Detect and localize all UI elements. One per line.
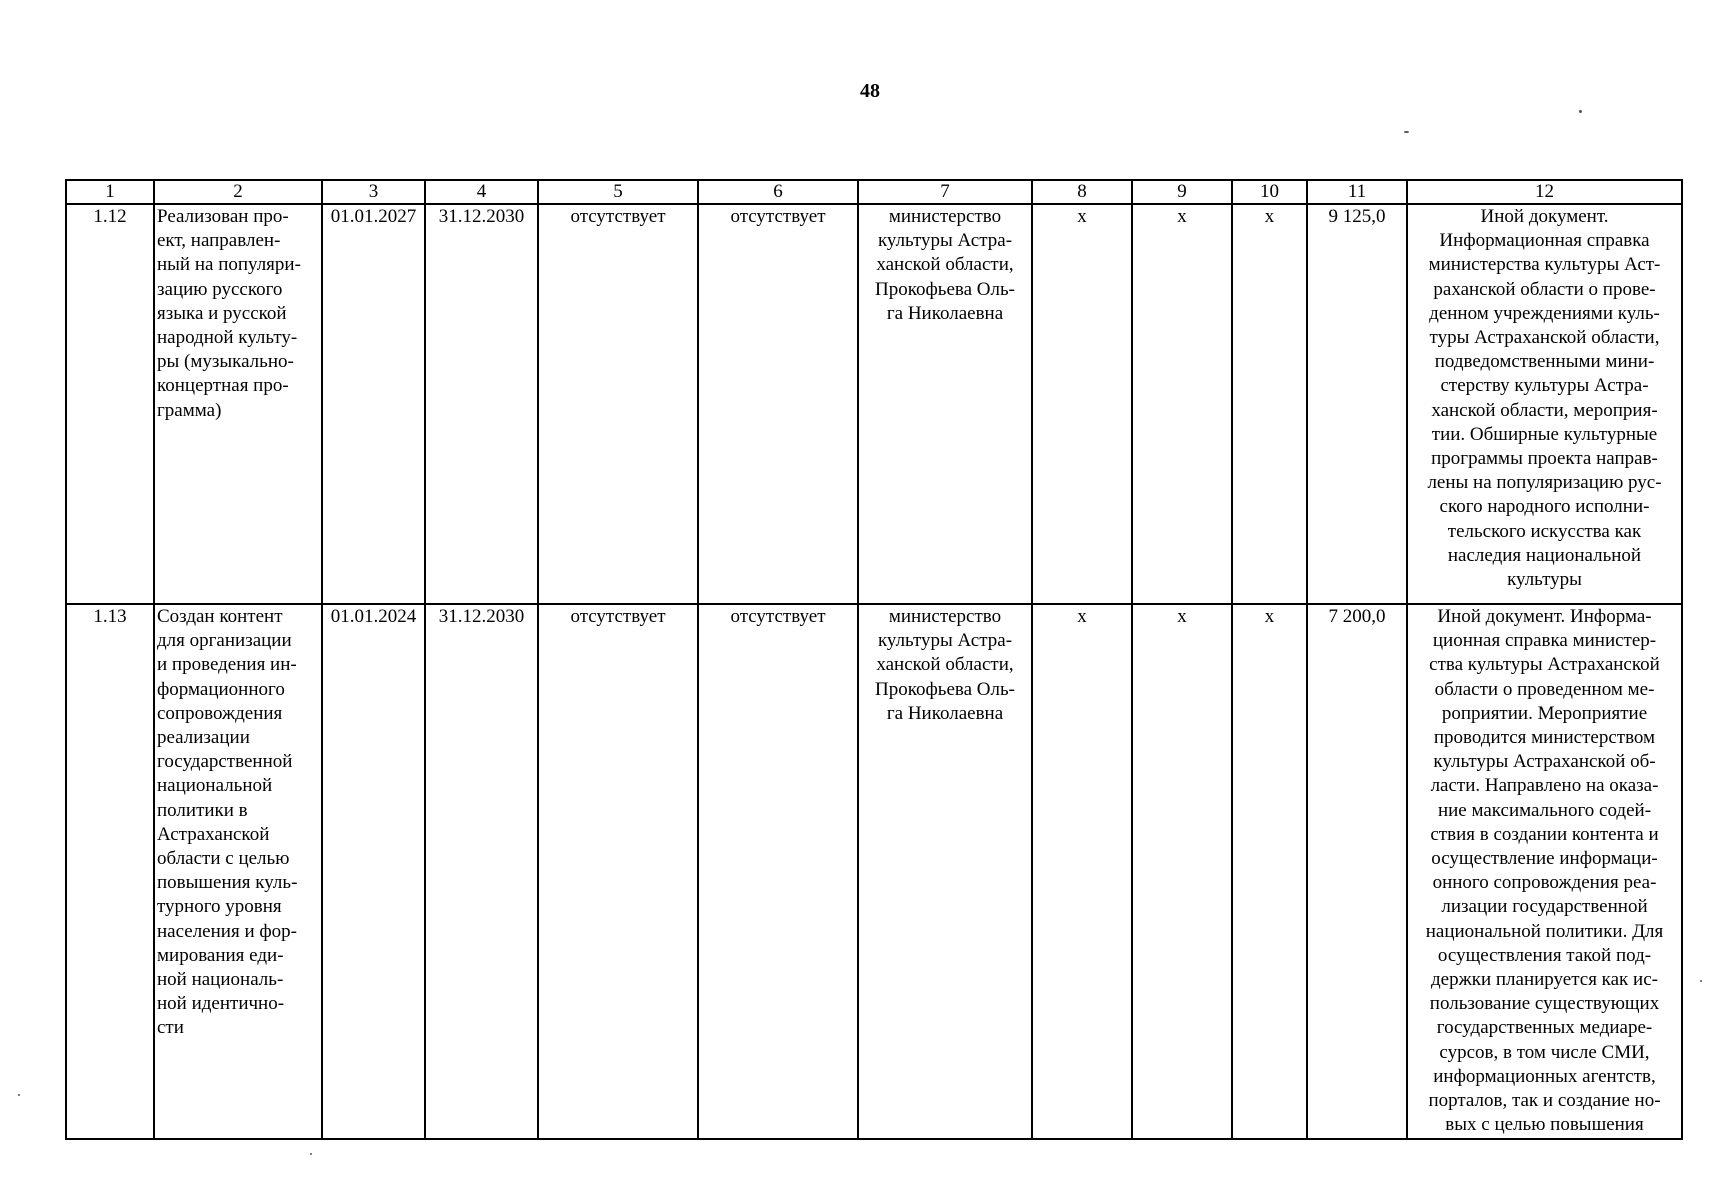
column-header: 1 [66, 180, 154, 204]
column-10-value: х [1232, 204, 1307, 604]
column-header: 6 [698, 180, 858, 204]
column-5-value: отсутствует [538, 204, 698, 604]
scan-speck [310, 1153, 312, 1155]
result-description: Реализован про- ект, направлен- ный на популяри- зацию русского языка и русской народной культу- ры (музыкально- концертная про- грамма) [154, 204, 322, 604]
column-header: 9 [1132, 180, 1232, 204]
page-number: 48 [860, 80, 880, 102]
table-row [66, 204, 1682, 604]
column-10-value: х [1232, 604, 1307, 1139]
end-date: 31.12.2030 [425, 204, 538, 604]
funding-amount: 9 125,0 [1307, 204, 1407, 604]
column-header: 5 [538, 180, 698, 204]
confirming-document: Иной документ. Информа- ционная справка министер- ства культуры Астраханской области о проведенном ме- роприятии. Мероприятие проводится министерством культуры Астраханской об- ласти. Направлено на оказа- ние максимального содей- ствия в создании контента и осуществление информаци- онного сопровождения реа- лизации государственной национальной политики. Для осуществления такой под- держки планируется как ис- пользование существующих государственных медиаре- сурсов, в том числе СМИ, информационных агентств, порталов, так и создание но- вых с целью повышения [1407, 604, 1682, 1139]
column-9-value: х [1132, 204, 1232, 604]
column-6-value: отсутствует [698, 204, 858, 604]
start-date: 01.01.2024 [322, 604, 425, 1139]
column-8-value: х [1032, 204, 1132, 604]
column-8-value: х [1032, 604, 1132, 1139]
responsible-executor: министерство культуры Астра- ханской области, Прокофьева Оль- га Николаевна [858, 604, 1032, 1139]
row-number: 1.13 [66, 604, 154, 1139]
result-description: Создан контент для организации и проведения ин- формационного сопровождения реализации государственной национальной политики в Астраханской области с целью повышения куль- турного уровня населения и фор- мирования еди- ной националь- ной идентично- сти [154, 604, 322, 1139]
scan-speck [1700, 980, 1702, 982]
column-header: 8 [1032, 180, 1132, 204]
responsible-executor: министерство культуры Астра- ханской области, Прокофьева Оль- га Николаевна [858, 204, 1032, 604]
row-number: 1.12 [66, 204, 154, 604]
column-header: 7 [858, 180, 1032, 204]
start-date: 01.01.2027 [322, 204, 425, 604]
scan-speck [1404, 131, 1409, 133]
column-header: 3 [322, 180, 425, 204]
column-number-row [66, 180, 1682, 204]
activities-table [65, 179, 1683, 1140]
funding-amount: 7 200,0 [1307, 604, 1407, 1139]
scan-speck [1579, 110, 1582, 113]
end-date: 31.12.2030 [425, 604, 538, 1139]
column-header: 4 [425, 180, 538, 204]
column-header: 10 [1232, 180, 1307, 204]
column-header: 12 [1407, 180, 1682, 204]
scan-speck [18, 1094, 20, 1096]
column-6-value: отсутствует [698, 604, 858, 1139]
confirming-document: Иной документ. Информационная справка министерства культуры Аст- раханской области о прове- денном учреждениями куль- туры Астраханской области, подведомственными мини- стерству культуры Астра- ханской области, мероприя- тии. Обширные культурные программы проекта направ- лены на популяризацию рус- ского народного исполни- тельского искусства как наследия национальной культуры [1407, 204, 1682, 604]
column-header: 2 [154, 180, 322, 204]
table-row [66, 604, 1682, 1139]
column-5-value: отсутствует [538, 604, 698, 1139]
column-header: 11 [1307, 180, 1407, 204]
column-9-value: х [1132, 604, 1232, 1139]
